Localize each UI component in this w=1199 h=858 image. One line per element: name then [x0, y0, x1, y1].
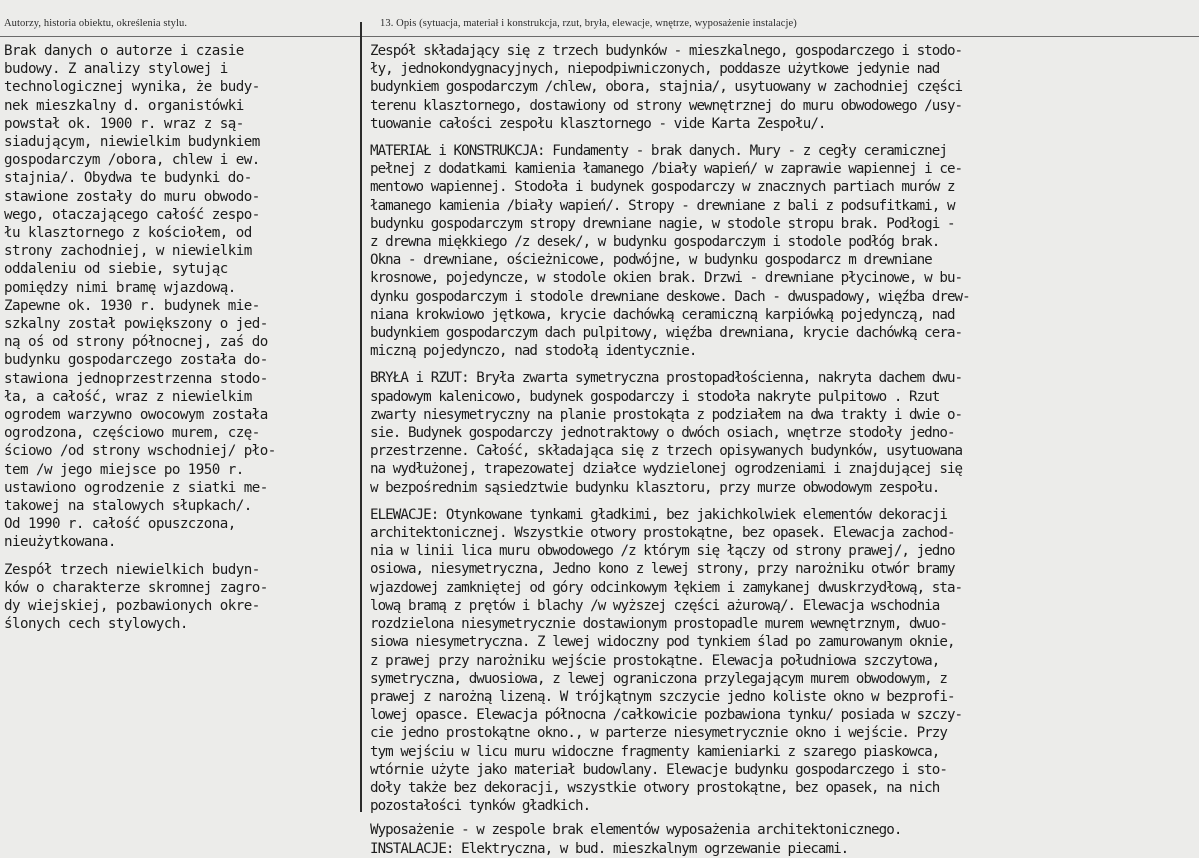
- text-line: symetryczna, dwuosiowa, z lewej ograniczona przylegającym murem obwodowym, z: [370, 670, 947, 687]
- text-line: powstał ok. 1900 r. wraz z są-: [4, 115, 244, 132]
- text-line: terenu klasztornego, dostawiony od strony wewnętrznej do muru obwodowego /usy-: [370, 97, 963, 114]
- text-line: sie. Budynek gospodarczy jednotraktowy o dwóch osiach, wnętrze stodoły jedno-: [370, 425, 955, 442]
- text-line: siowa niesymetryczna. Z lewej widoczny pod tynkiem ślad po zamurowanym oknie,: [370, 634, 955, 651]
- text-line: BRYŁA i RZUT: Bryła zwarta symetryczna prostopadłościenna, nakryta dachem dwu-: [370, 370, 963, 387]
- text-line: ły, jednokondygnacyjnych, niepodpiwniczonych, poddasze użytkowe jedynie nad: [370, 61, 940, 78]
- text-line: Od 1990 r. całość opuszczona,: [4, 516, 236, 533]
- left-column-header: Autorzy, historia obiektu, określenia stylu.: [4, 18, 188, 29]
- text-line: budowy. Z analizy stylowej i: [4, 61, 228, 78]
- text-line: INSTALACJE: Elektryczna, w bud. mieszkalnym ogrzewanie piecami.: [370, 840, 849, 857]
- text-line: nek mieszkalny d. organistówki: [4, 97, 244, 114]
- text-line: prawej z narożną lizeną. W trójkątnym szczycie jedno koliste okno w bezprofi-: [370, 688, 955, 705]
- text-line: Wyposażenie - w zespole brak elementów wyposażenia architektonicznego.: [370, 822, 902, 839]
- text-line: strony zachodniej, w niewielkim: [4, 243, 252, 260]
- text-line: krosnowe, pojedyncze, w stodole okien brak. Drzwi - drewniane płycinowe, w bu-: [370, 270, 963, 287]
- section-wyposazenie: [370, 821, 1196, 857]
- text-line: budynkiem gospodarczym /chlew, obora, stajnia/, usytuowany w zachodniej części: [370, 79, 963, 96]
- text-line: przestrzenne. Całość, składająca się z trzech opisywanych budynków, usytuowana: [370, 443, 963, 460]
- header-rule: [0, 36, 1199, 37]
- text-line: siadującym, niewielkim budynkiem: [4, 134, 260, 151]
- text-line: dynku gospodarczym i stodole drewniane deskowe. Dach - dwuspadowy, więźba drew-: [370, 288, 970, 305]
- text-line: osiowa, niesymetryczna, Jedno kono z lewej strony, przy narożniku otwór bramy: [370, 561, 955, 578]
- text-line: Zespół składający się z trzech budynków - mieszkalnego, gospodarczego i stodo-: [370, 43, 963, 59]
- right-column-header: 13. Opis (sytuacja, materiał i konstrukcja, rzut, bryła, elewacje, wnętrze, wyposażenie instalacje): [380, 18, 797, 29]
- text-line: na wydłużonej, trapezowatej działce wydzielonej ogrodzeniami i znajdującej się: [370, 461, 963, 478]
- text-line: lowej opasce. Elewacja północna /całkowicie pozbawiona tynku/ posiada w szczy-: [370, 707, 963, 724]
- text-line: wtórnie użyte jako materiał budowlany. Elewacje budynku gospodarczego i sto-: [370, 761, 947, 778]
- text-line: niana krokwiowo jętkowa, krycie dachówką ceramiczną karpiówką pojedynczą, nad: [370, 306, 955, 323]
- text-line: zwarty niesymetryczny na planie prostokąta z podziałem na dwa trakty i dwie o-: [370, 406, 963, 423]
- text-line: ślonych cech stylowych.: [4, 616, 188, 633]
- text-line: dy wiejskiej, pozbawionych okre-: [4, 598, 260, 615]
- text-line: architektonicznej. Wszystkie otwory prostokątne, bez opasek. Elewacja zachod-: [370, 525, 955, 542]
- left-paragraph-style: [4, 561, 356, 634]
- text-line: szkalny został powiększony o jed-: [4, 316, 268, 333]
- text-line: stawione zostały do muru obwodo-: [4, 188, 260, 205]
- text-line: takowej na stalowych słupkach/.: [4, 498, 252, 515]
- section-elewacje: [370, 506, 1196, 815]
- text-line: Brak danych o autorze i czasie: [4, 43, 244, 59]
- column-divider: [360, 22, 362, 812]
- text-line: ustawiono ogrodzenie z siatki me-: [4, 479, 268, 496]
- text-line: z prawej przy narożniku wejście prostokątne. Elewacja południowa szczytowa,: [370, 652, 940, 669]
- text-line: stawiona jednoprzestrzenna stodo-: [4, 370, 268, 387]
- text-line: budynku gospodarczym stropy drewniane nagie, w stodole stropu brak. Podłogi -: [370, 215, 955, 232]
- text-line: nia w linii lica muru obwodowego /z którym się łączy od strony prawej/, jedno: [370, 543, 955, 560]
- text-line: budynkiem gospodarczym dach pulpitowy, więźba drewniana, krycie dachówką cera-: [370, 325, 963, 342]
- text-line: ściowo /od strony wschodniej/ pło-: [4, 443, 276, 460]
- text-line: ną oś od strony północnej, zaś do: [4, 334, 268, 351]
- text-line: ków o charakterze skromnej zagro-: [4, 579, 268, 596]
- right-column: [370, 42, 1196, 858]
- text-line: mentowo wapiennej. Stodoła i budynek gospodarczy w znacznych partiach murów z: [370, 179, 955, 196]
- text-line: oddaleniu od siebie, sytując: [4, 261, 228, 278]
- left-column: [4, 42, 356, 634]
- text-line: ogrodzona, częściowo murem, czę-: [4, 425, 260, 442]
- section-bryla: [370, 369, 1196, 496]
- left-paragraph-history: [4, 42, 356, 552]
- text-line: wego, otaczającego całość zespo-: [4, 206, 260, 223]
- text-line: doły także bez dekoracji, wszystkie otwory prostokątne, bez opasek, na nich: [370, 779, 940, 796]
- text-line: ła, a całość, wraz z niewielkim: [4, 388, 252, 405]
- text-line: tym wejściu w licu muru widoczne fragmenty kamieniarki z szarego piaskowca,: [370, 743, 940, 760]
- text-line: tem /w jego miejsce po 1950 r.: [4, 461, 244, 478]
- text-line: ELEWACJE: Otynkowane tynkami gładkimi, bez jakichkolwiek elementów dekoracji: [370, 506, 947, 523]
- text-line: w bezpośrednim sąsiedztwie budynku klasztoru, przy murze obwodowym zespołu.: [370, 479, 940, 496]
- text-line: spadowym kalenicowo, budynek gospodarczy i stodoła nakryte pulpitowo . Rzut: [370, 388, 940, 405]
- text-line: miczną pojedynczo, nad stodołą identycznie.: [370, 343, 697, 360]
- section-intro: [370, 42, 1196, 133]
- text-line: łamanego kamienia /biały wapień/. Stropy - drewniane z bali z podsufitkami, w: [370, 197, 955, 214]
- text-line: pozostałości tynków gładkich.: [370, 798, 591, 815]
- text-line: rozdzielona niesymetrycznie dostawionym prostopadle murem wewnętrznym, dwuo-: [370, 616, 947, 633]
- text-line: Okna - drewniane, ościeżnicowe, podwójne, w budynku gospodarcz m drewniane: [370, 252, 932, 269]
- text-line: cie jedno prostokątne okno., w parterze niesymetrycznie okno i wejście. Przy: [370, 725, 947, 742]
- text-line: Zespół trzech niewielkich budyn-: [4, 561, 260, 578]
- text-line: wjazdowej zamkniętej od góry odcinkowym łękiem i zamykanej dwuskrzydłową, sta-: [370, 579, 963, 596]
- text-line: stajnia/. Obydwa te budynki do-: [4, 170, 252, 187]
- text-line: budynku gospodarczego została do-: [4, 352, 268, 369]
- text-line: tuowanie całości zespołu klasztornego - vide Karta Zespołu/.: [370, 115, 826, 132]
- text-line: z drewna miękkiego /z desek/, w budynku gospodarczym i stodole podłóg brak.: [370, 234, 940, 251]
- section-material: [370, 142, 1196, 360]
- text-line: pomiędzy nimi bramę wjazdową.: [4, 279, 236, 296]
- text-line: ogrodem warzywno owocowym została: [4, 407, 268, 424]
- text-line: Zapewne ok. 1930 r. budynek mie-: [4, 297, 260, 314]
- text-line: łu klasztornego z kościołem, od: [4, 225, 252, 242]
- text-line: pełnej z dodatkami kamienia łamanego /biały wapień/ w zaprawie wapiennej i ce-: [370, 161, 963, 178]
- text-line: technologicznej wynika, że budy-: [4, 79, 260, 96]
- text-line: lową bramą z prętów i blachy /w wyższej części ażurową/. Elewacja wschodnia: [370, 597, 940, 614]
- text-line: MATERIAŁ i KONSTRUKCJA: Fundamenty - brak danych. Mury - z cegły ceramicznej: [370, 143, 947, 160]
- text-line: gospodarczym /obora, chlew i ew.: [4, 152, 260, 169]
- text-line: nieużytkowana.: [4, 534, 116, 551]
